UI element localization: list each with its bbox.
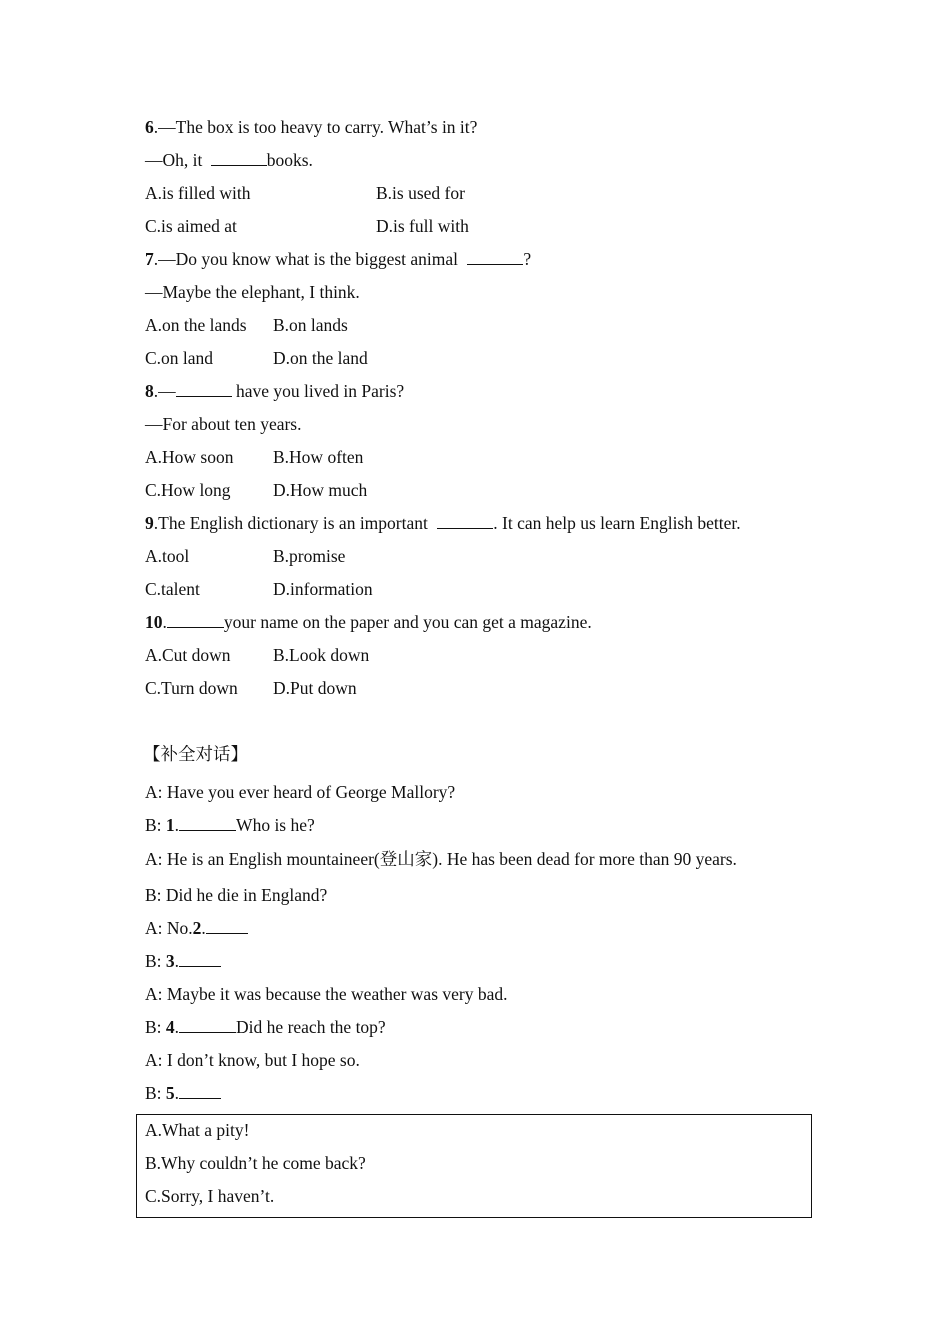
q9-option-b: B.promise xyxy=(273,546,346,566)
q7-option-c: C.on land xyxy=(145,348,214,368)
q9-blank xyxy=(437,512,493,529)
dialogue-line-5: A: No.2. xyxy=(145,917,248,939)
choice-c: C.Sorry, I haven’t. xyxy=(145,1186,275,1206)
dialogue-section-title: 【补全对话】 xyxy=(143,745,248,765)
dialogue-line-2: B: 1. Who is he? xyxy=(145,815,315,835)
q8-option-c: C.How long xyxy=(145,480,231,500)
q8-answer: —For about ten years. xyxy=(145,414,302,434)
dialogue-line-4: B: Did he die in England? xyxy=(145,885,328,905)
q6-option-b: B.is used for xyxy=(376,183,465,203)
dialogue-number-2: 2 xyxy=(192,918,202,938)
q10-option-d: D.Put down xyxy=(273,678,357,698)
q10-option-b: B.Look down xyxy=(273,645,370,665)
q10-option-c: C.Turn down xyxy=(145,678,238,698)
q8-option-d: D.How much xyxy=(273,480,368,500)
q8-blank xyxy=(176,380,232,397)
q8-number: 8 xyxy=(145,381,154,401)
q6-blank xyxy=(211,149,267,166)
dialogue-line-9: A: I don’t know, but I hope so. xyxy=(145,1050,360,1070)
dialogue-blank-5 xyxy=(179,1082,221,1099)
q10-stem: 10. your name on the paper and you can get a magazine. xyxy=(145,612,592,632)
dialogue-line-6: B: 3. xyxy=(145,950,221,972)
q8-stem: 8.— have you lived in Paris? xyxy=(145,381,405,401)
dialogue-line-8: B: 4. Did he reach the top? xyxy=(145,1017,386,1037)
dialogue-blank-1 xyxy=(179,814,236,831)
dialogue-line-7: A: Maybe it was because the weather was very bad. xyxy=(145,984,508,1004)
q7-option-a: A.on the lands xyxy=(145,315,247,335)
choice-a: A.What a pity! xyxy=(145,1120,250,1140)
q8-option-a: A.How soon xyxy=(145,447,234,467)
q9-option-c: C.talent xyxy=(145,579,200,599)
q6-number: 6 xyxy=(145,117,154,137)
q7-option-b: B.on lands xyxy=(273,315,348,335)
dialogue-line-10: B: 5. xyxy=(145,1082,221,1104)
q10-option-a: A.Cut down xyxy=(145,645,231,665)
dialogue-line-1: A: Have you ever heard of George Mallory? xyxy=(145,782,456,802)
q6-answer-line: —Oh, it books. xyxy=(145,150,313,170)
q9-option-a: A.tool xyxy=(145,546,190,566)
q6-option-c: C.is aimed at xyxy=(145,216,237,236)
dialogue-blank-3 xyxy=(179,950,221,967)
q9-option-d: D.information xyxy=(273,579,373,599)
q7-blank xyxy=(467,248,523,265)
dialogue-number-5: 5 xyxy=(165,1083,175,1103)
q7-number: 7 xyxy=(145,249,154,269)
q10-blank xyxy=(167,611,224,628)
q8-option-b: B.How often xyxy=(273,447,364,467)
q6-option-d: D.is full with xyxy=(376,216,469,236)
q6-stem: 6.—The box is too heavy to carry. What’s in it? xyxy=(145,117,478,137)
dialogue-number-4: 4 xyxy=(165,1017,175,1037)
q10-number: 10 xyxy=(145,612,163,632)
dialogue-blank-2 xyxy=(206,917,248,934)
dialogue-number-1: 1 xyxy=(165,815,175,835)
dialogue-blank-4 xyxy=(179,1016,236,1033)
q9-number: 9 xyxy=(145,513,154,533)
q7-stem: 7.—Do you know what is the biggest animal ? xyxy=(145,249,532,269)
dialogue-line-3: A: He is an English mountaineer(登山家). He has been dead for more than 90 years. xyxy=(145,849,737,869)
q9-stem: 9.The English dictionary is an important . It can help us learn English better. xyxy=(145,513,741,533)
q6-option-a: A.is filled with xyxy=(145,183,251,203)
dialogue-number-3: 3 xyxy=(165,951,175,971)
q7-answer: —Maybe the elephant, I think. xyxy=(145,282,360,302)
choice-b: B.Why couldn’t he come back? xyxy=(145,1153,366,1173)
q7-option-d: D.on the land xyxy=(273,348,368,368)
